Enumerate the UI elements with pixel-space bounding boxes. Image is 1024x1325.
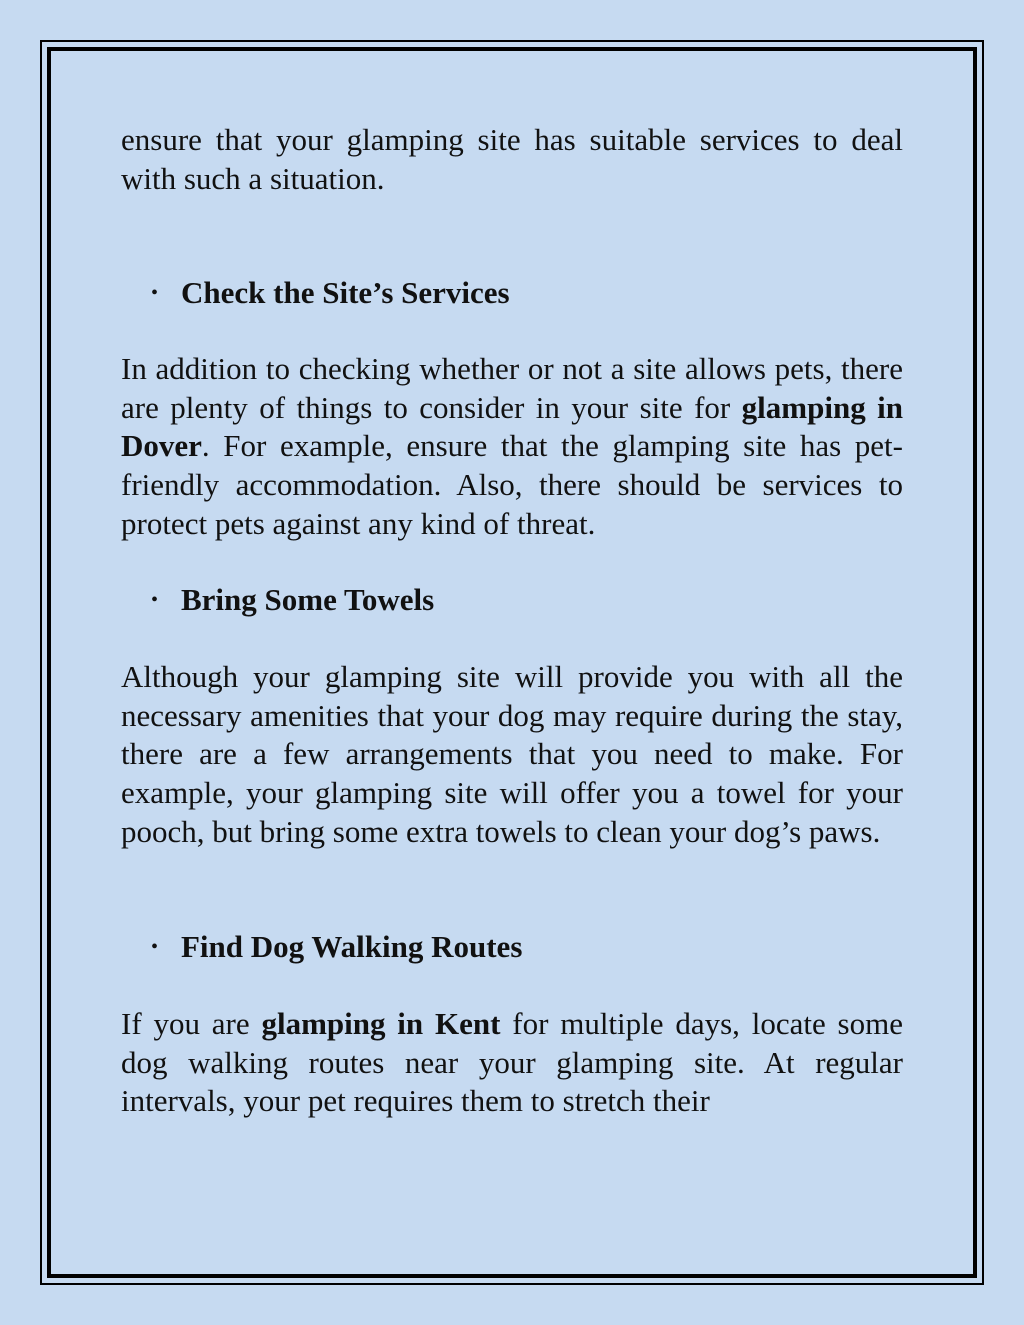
heading-text: Find Dog Walking Routes xyxy=(181,929,523,965)
paragraph-text: . For example, ensure that the glamping site has pet-friendly accommodation. Also, there should be services to protect pets against any kind of threat. xyxy=(121,428,903,541)
document-content xyxy=(121,121,903,1121)
paragraph-towels: Although your glamping site will provide you with all the necessary amenities that your dog may require during the stay, there are a few arrangements that you need to make. For example, your glamping site will offer you a towel for your pooch, but bring some extra towels to clean your dog’s paws. xyxy=(121,659,903,849)
paragraph-text: for multiple days, locate some dog walking routes near your glamping site. At regular intervals, your pet requires them to stretch their xyxy=(121,1006,903,1119)
heading-check-site-services xyxy=(151,274,903,312)
bullet-icon: • xyxy=(151,282,159,305)
paragraph-intro: ensure that your glamping site has suitable services to deal with such a situation. xyxy=(121,122,903,196)
bullet-icon: • xyxy=(151,936,159,959)
heading-find-dog-walking-routes xyxy=(151,928,903,966)
heading-text: Check the Site’s Services xyxy=(181,275,510,311)
bullet-icon: • xyxy=(151,589,159,612)
paragraph-text: If you are xyxy=(121,1006,262,1042)
heading-text: Bring Some Towels xyxy=(181,582,435,618)
paragraph-site-services xyxy=(121,350,903,543)
heading-bring-some-towels xyxy=(151,581,903,619)
paragraph-walking-routes xyxy=(121,1005,903,1121)
paragraph-text: In addition to checking whether or not a site allows pets, there are plenty of things to consider in your site for xyxy=(121,351,903,425)
keyword-glamping-in-dover: glamping in Dover xyxy=(121,389,904,464)
keyword-glamping-in-kent: glamping in Kent xyxy=(261,1006,501,1042)
